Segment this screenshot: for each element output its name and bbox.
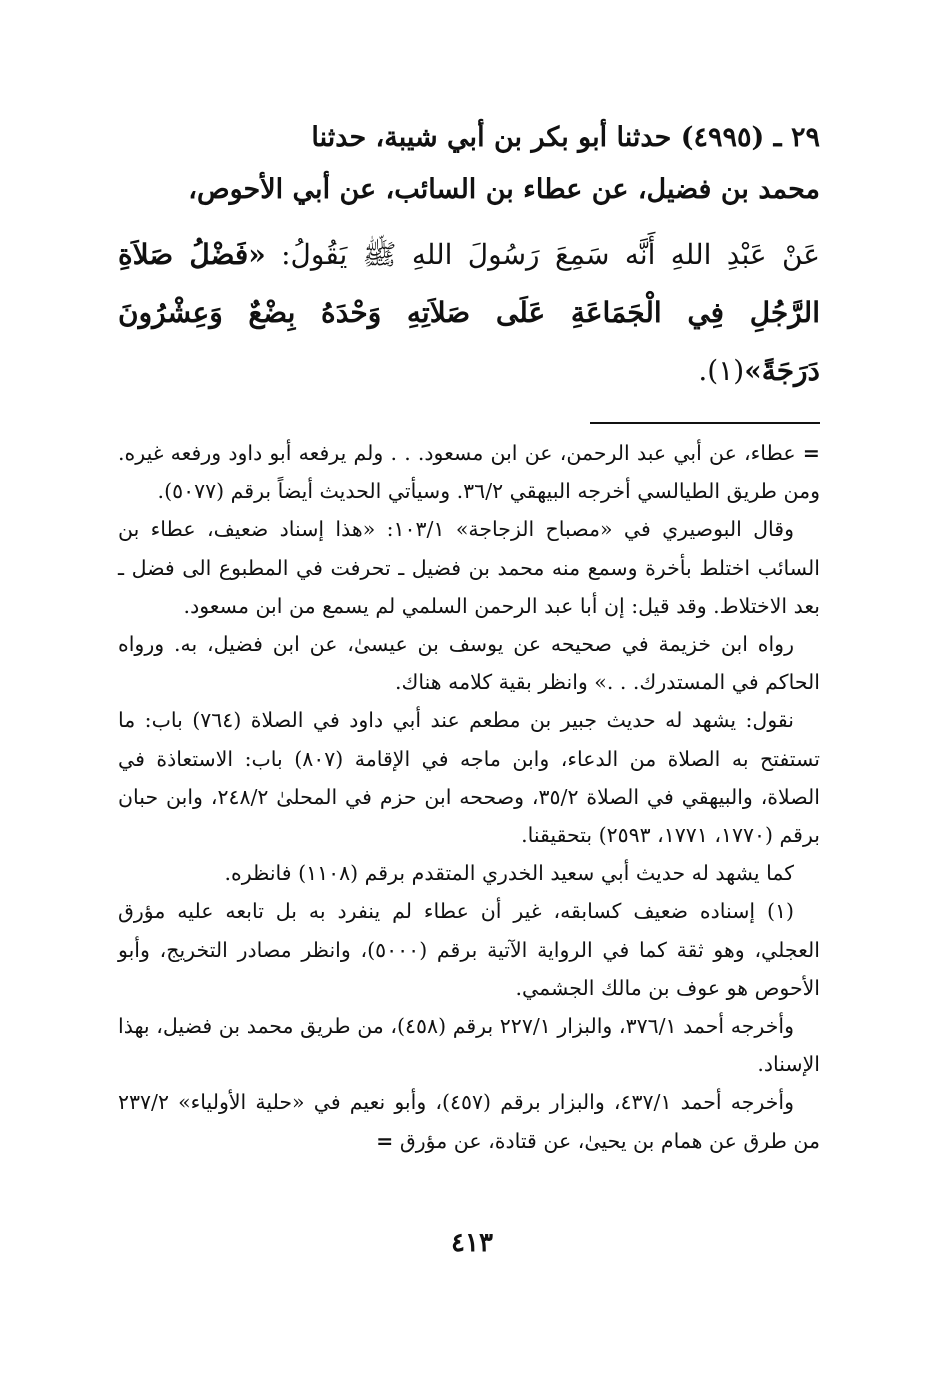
isnad-line-2: محمد بن فضيل، عن عطاء بن السائب، عن أبي الأحوص، (188, 174, 820, 205)
page-number: ٤١٣ (451, 1228, 493, 1258)
footnote-paragraph: وقال البوصيري في «مصباح الزجاجة» ١٠٣/١: «هذا إسناد ضعيف، عطاء بن السائب اختلط بأخرة وسمع منه محمد بن فضيل ـ تحرفت في المطبوع الى فضل ـ بعد الاختلاط. وقد قيل: إن أبا عبد الرحمن السلمي لم يسمع من ابن مسعود. (118, 517, 820, 618)
footnote-paragraph: = عطاء، عن أبي عبد الرحمن، عن ابن مسعود. . . ولم يرفعه أبو داود ورفعه غيره. ومن طريق الطيالسي أخرجه البيهقي ٣٦/٢. وسيأتي الحديث أيضاً برقم (٥٠٧٧). (118, 441, 820, 504)
footnote-separator (590, 422, 820, 424)
continuation-mark: = (802, 441, 820, 465)
footnote-paragraph: نقول: يشهد له حديث جبير بن مطعم عند أبي داود في الصلاة (٧٦٤) باب: ما تستفتح به الصلاة من الدعاء، وابن ماجه في الإقامة (٨٠٧) باب: الاستعاذة في الصلاة، والبيهقي في الصلاة ٣٥/٢، وصححه ابن حزم في المحلىٰ ٢٤٨/٢، وابن حبان برقم (١٧٧٠، ١٧٧١، ٢٥٩٣) بتحقيقنا. (118, 708, 821, 848)
hadith-matn (118, 226, 820, 400)
footnote-paragraph: وأخرجه أحمد ٣٧٦/١، والبزار ٢٢٧/١ برقم (٤٥٨)، من طريق محمد بن فضيل، بهذا الإسناد. (118, 1014, 820, 1077)
hadith-isnad (118, 112, 820, 216)
hadith-number: ٢٩ ـ (٤٩٩٥) (680, 122, 820, 153)
matn-footnote-ref: (١). (698, 354, 745, 387)
matn-text: «فَضْلُ صَلاَةِ الرَّجُلِ فِي الْجَمَاعَةِ عَلَى صَلاَتِهِ وَحْدَهُ بِضْعٌ وَعِشْرُونَ دَرَجَةً» (118, 238, 820, 387)
footnotes-section (118, 434, 820, 1160)
footnote-paragraph: وأخرجه أحمد ٤٣٧/١، والبزار برقم (٤٥٧)، وأبو نعيم في «حلية الأولياء» ٢٣٧/٢ من طرق عن همام بن يحيىٰ، عن قتادة، عن مؤرق = (118, 1090, 820, 1153)
matn-intro: عَنْ عَبْدِ اللهِ أَنَّه سَمِعَ رَسُولَ اللهِ ﷺ يَقُولُ: (265, 238, 820, 271)
hadith-block (118, 112, 820, 400)
footnote-1: (١) إسناده ضعيف كسابقه، غير أن عطاء لم ينفرد به بل تابعه عليه مؤرق العجلي، وهو ثقة كما في الرواية الآتية برقم (٥٠٠٠)، وانظر مصادر التخريج، وأبو الأحوص هو عوف بن مالك الجشمي. (118, 899, 820, 1000)
footnote-paragraph: رواه ابن خزيمة في صحيحه عن يوسف بن عيسىٰ، عن ابن فضيل، به. ورواه الحاكم في المستدرك. . .» وانظر بقية كلامه هناك. (118, 632, 820, 695)
footnote-paragraph: كما يشهد له حديث أبي سعيد الخدري المتقدم برقم (١١٠٨) فانظره. (224, 861, 794, 886)
continuation-end-mark: = (376, 1128, 394, 1153)
isnad-line-1: حدثنا أبو بكر بن أبي شيبة، حدثنا (311, 122, 672, 153)
